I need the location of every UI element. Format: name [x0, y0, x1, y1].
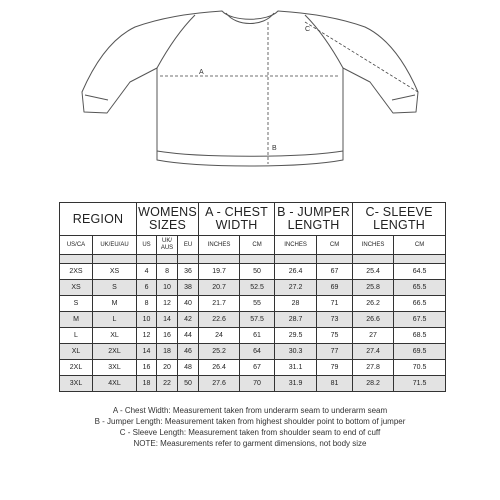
neckline — [226, 13, 274, 24]
note-jumper: B - Jumper Length: Measurement taken from highest shoulder point to bottom of jumper — [94, 417, 406, 426]
table-cell: 81 — [317, 376, 353, 392]
table-cell: 70 — [240, 376, 275, 392]
table-cell: 38 — [178, 280, 199, 296]
table-cell: 36 — [178, 264, 199, 280]
table-cell: 28 — [275, 296, 317, 312]
table-cell: 55 — [240, 296, 275, 312]
table-cell: S — [93, 280, 137, 296]
table-cell: XL — [93, 328, 137, 344]
table-cell: 27.8 — [353, 360, 394, 376]
table-cell: 71.5 — [394, 376, 446, 392]
table-cell: 16 — [157, 328, 178, 344]
table-cell: 3XL — [93, 360, 137, 376]
table-cell: 75 — [317, 328, 353, 344]
note-chest: A - Chest Width: Measurement taken from underarm seam to underarm seam — [112, 406, 388, 415]
left-shoulder-seam — [157, 15, 195, 68]
sleeve-length-header: C- SLEEVE LENGTH — [353, 203, 446, 236]
table-cell: 3XL — [60, 376, 93, 392]
table-cell: XL — [60, 344, 93, 360]
table-cell: 2XL — [60, 360, 93, 376]
table-row — [60, 280, 446, 296]
table-cell: 19.7 — [199, 264, 240, 280]
spacer-row — [60, 255, 446, 264]
label-a: A — [199, 69, 204, 76]
table-cell: 2XL — [93, 344, 137, 360]
table-cell: XS — [93, 264, 137, 280]
size-rows — [60, 264, 446, 392]
sub-jumper-cm: CM — [317, 236, 353, 255]
table-cell: 25.8 — [353, 280, 394, 296]
table-cell: 25.4 — [353, 264, 394, 280]
table-cell: 79 — [317, 360, 353, 376]
table-cell: 27.6 — [199, 376, 240, 392]
table-cell: 50 — [240, 264, 275, 280]
table-cell: 8 — [157, 264, 178, 280]
table-cell: 26.6 — [353, 312, 394, 328]
table-cell: 40 — [178, 296, 199, 312]
left-cuff-seam — [85, 95, 108, 100]
table-cell: 28.2 — [353, 376, 394, 392]
table-cell: 27.2 — [275, 280, 317, 296]
table-row — [60, 328, 446, 344]
sub-uk-eu-au: UK/EU/AU — [93, 236, 137, 255]
table-cell: 44 — [178, 328, 199, 344]
table-cell: XS — [60, 280, 93, 296]
table-cell: 57.5 — [240, 312, 275, 328]
table-row — [60, 360, 446, 376]
table-cell: 24 — [199, 328, 240, 344]
table-cell: 20.7 — [199, 280, 240, 296]
sub-eu: EU — [178, 236, 199, 255]
table-row — [60, 344, 446, 360]
table-cell: 12 — [157, 296, 178, 312]
table-cell: 73 — [317, 312, 353, 328]
table-cell: 52.5 — [240, 280, 275, 296]
sub-uk-aus: UK/ AUS — [157, 236, 178, 255]
table-cell: 20 — [157, 360, 178, 376]
table-cell: 22 — [157, 376, 178, 392]
table-cell: 18 — [137, 376, 157, 392]
sub-jumper-inches: INCHES — [275, 236, 317, 255]
table-cell: 65.5 — [394, 280, 446, 296]
table-row — [60, 296, 446, 312]
table-cell: 12 — [137, 328, 157, 344]
jumper-outline — [82, 11, 418, 166]
table-cell: M — [60, 312, 93, 328]
table-cell: 77 — [317, 344, 353, 360]
table-cell: 14 — [157, 312, 178, 328]
table-cell: 26.4 — [275, 264, 317, 280]
table-cell: 22.6 — [199, 312, 240, 328]
size-chart-table — [59, 202, 446, 392]
sub-sleeve-inches: INCHES — [353, 236, 394, 255]
table-cell: 14 — [137, 344, 157, 360]
table-cell: L — [93, 312, 137, 328]
table-cell: 4 — [137, 264, 157, 280]
table-cell: 69.5 — [394, 344, 446, 360]
table-cell: 71 — [317, 296, 353, 312]
table-cell: 42 — [178, 312, 199, 328]
sleeve-measure-line — [305, 22, 418, 92]
table-cell: 61 — [240, 328, 275, 344]
table-cell: 18 — [157, 344, 178, 360]
label-b: B — [272, 145, 277, 152]
table-cell: 26.4 — [199, 360, 240, 376]
table-cell: 10 — [157, 280, 178, 296]
table-cell: 66.5 — [394, 296, 446, 312]
sub-us-ca: US/CA — [60, 236, 93, 255]
right-cuff-seam — [392, 95, 415, 100]
table-row — [60, 376, 446, 392]
sub-sleeve-cm: CM — [394, 236, 446, 255]
label-c: C — [305, 26, 311, 33]
table-cell: 31.9 — [275, 376, 317, 392]
table-cell: 6 — [137, 280, 157, 296]
table-cell: 8 — [137, 296, 157, 312]
table-cell: 64 — [240, 344, 275, 360]
measurement-notes — [0, 405, 500, 449]
table-cell: 69 — [317, 280, 353, 296]
sub-chest-cm: CM — [240, 236, 275, 255]
jumper-length-header: B - JUMPER LENGTH — [275, 203, 353, 236]
jumper-diagram — [0, 0, 500, 200]
table-cell: 27.4 — [353, 344, 394, 360]
table-cell: 48 — [178, 360, 199, 376]
table-row — [60, 312, 446, 328]
table-cell: 64.5 — [394, 264, 446, 280]
hem-seam — [157, 151, 343, 156]
sub-us: US — [137, 236, 157, 255]
right-shoulder-seam — [305, 15, 343, 68]
table-cell: 26.2 — [353, 296, 394, 312]
table-cell: 29.5 — [275, 328, 317, 344]
table-cell: 28.7 — [275, 312, 317, 328]
region-header: REGION — [60, 203, 137, 236]
table-cell: 70.5 — [394, 360, 446, 376]
table-cell: 16 — [137, 360, 157, 376]
chest-width-header: A - CHEST WIDTH — [199, 203, 275, 236]
sub-chest-inches: INCHES — [199, 236, 240, 255]
table-cell: 31.1 — [275, 360, 317, 376]
table-cell: 27 — [353, 328, 394, 344]
table-cell: 67 — [317, 264, 353, 280]
table-cell: 50 — [178, 376, 199, 392]
table-cell: 68.5 — [394, 328, 446, 344]
table-cell: S — [60, 296, 93, 312]
table-cell: 67 — [240, 360, 275, 376]
table-cell: L — [60, 328, 93, 344]
table-cell: 30.3 — [275, 344, 317, 360]
table-cell: 46 — [178, 344, 199, 360]
table-cell: M — [93, 296, 137, 312]
table-cell: 21.7 — [199, 296, 240, 312]
table-cell: 10 — [137, 312, 157, 328]
table-cell: 67.5 — [394, 312, 446, 328]
note-sleeve: C - Sleeve Length: Measurement taken from shoulder seam to end of cuff — [119, 428, 381, 437]
table-cell: 25.2 — [199, 344, 240, 360]
table-cell: 4XL — [93, 376, 137, 392]
table-row — [60, 264, 446, 280]
note-garment: NOTE: Measurements refer to garment dimensions, not body size — [133, 439, 367, 448]
table-cell: 2XS — [60, 264, 93, 280]
womens-sizes-header: WOMENS SIZES — [137, 203, 199, 236]
